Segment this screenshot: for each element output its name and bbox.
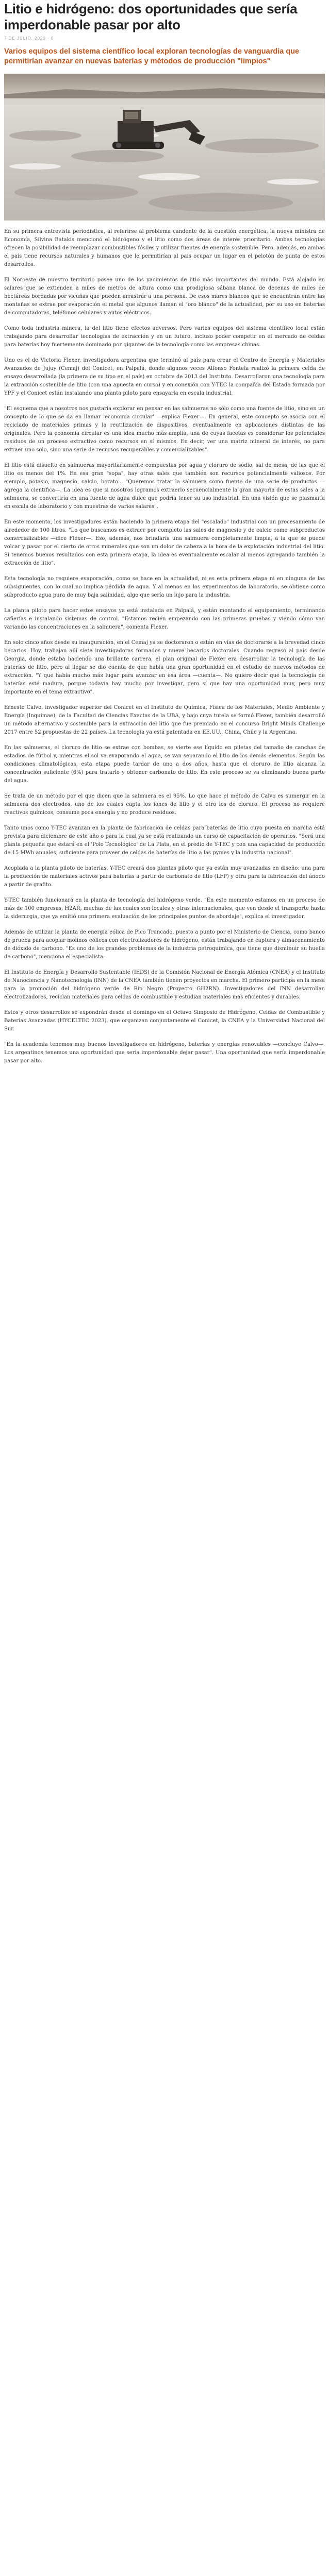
paragraph: "En la academia tenemos muy buenos investigadores en hidrógeno, baterías y energías renovables —concluye Calvo—. Los argentinos tenemos una oportunidad que sería imperdonable dejar pasar". Una oportunidad que sería imperdonable pasar por alto.: [4, 1042, 325, 1064]
paragraph: Ernesto Calvo, investigador superior del Conicet en el Instituto de Química, Física de los Materiales, Medio Ambiente y Energía (Inquimae), de la Facultad de Ciencias Exactas de la UBA, y bajo cuya tutela se formó Flexer, también desarrolló un método alternativo y sostenible para la extracción del litio que fue premiado en el concurso Bright Minds Challenge 2017 entre 52 propuestas de 22 países. La tecnología ya está patentada en EE.UU., China, Chile y la Argentina.: [4, 705, 325, 735]
paragraph: Uno es el de Victoria Flexer, investigadora argentina que terminó al país para crear el Centro de Energía y Materiales Avanzados de Jujuy (Cemaj) del Conicet, en Palpalá, donde algunos veces Alfonso Fontela realizó la primera celda de ensayo desarrollada (la primera de su tipo en el país) en octubre de 2013 del Instituto. Desarrollaron una tecnología para la extracción sostenible de litio (con una apuesta en curso) y en conexión con Y-TEC la compañía del Estado formada por YPF y el Conicet están instalando una planta piloto para ensayarla en escala industrial.: [4, 358, 325, 396]
paragraph: La planta piloto para hacer estos ensayos ya está instalada en Palpalá, y están montando el equipamiento, terminando cañerías e instalando sistemas de control. "Estamos recién empezando con las primeras pruebas y viendo cómo van variando las concentraciones en la salmuera", comenta Flexer.: [4, 608, 325, 630]
paragraph: Y-TEC también funcionará en la planta de tecnología del hidrógeno verde. "En este momento estamos en un proceso de más de 100 empresas, H2AR, muchas de las cuales son locales y otras internacionales, que ven desde el transporte hasta la siderurgia, que ya emitió una primera evaluación de los principales puntos de abordaje", explica el investigador.: [4, 897, 325, 920]
paragraph: En solo cinco años desde su inauguración, en el Cemaj ya se doctoraron o están en vías de doctorarse a la brevedad cinco becarios. Hoy, trabajan allí siete investigadoras formados y nueve becarios doctorales. Cuando regresó al país desde Georgia, donde estaba haciendo una brillante carrera, el plan original de Flexer era desarrollar la tecnología de las baterías de litio, pero al llegar se dio cuenta de que había una gran oportunidad en el estudio de nuevos métodos de extracción. "Y que había mucho más lugar para avanzar en esa área —cuenta—. No quiero decir que la tecnología de baterías esté madura, porque todavía hay mucho por investigar, pero sí que hay una oportunidad muy, pero muy importante en el tema extractivo".: [4, 640, 325, 695]
paragraph: El Noroeste de nuestro territorio posee uno de los yacimientos de litio más importantes del mundo. Está alojado en salares que se extienden a miles de metros de altura como una prodigiosa sábana blanca de decenas de miles de hectáreas bordadas por vicuñas que pueden arrastrar a una persona. De esos mares blancos que se encuentran entre las montañas se extrae por evaporación el metal que algunos llaman el "oro blanco" de la actualidad, por su uso en baterías de computadoras, teléfonos celulares y autos eléctricos.: [4, 277, 325, 316]
article-title: Litio e hidrógeno: dos oportunidades que sería imperdonable pasar por alto: [4, 1, 298, 32]
paragraph: En las salmueras, el cloruro de litio se extrae con bombas, se vierte ese líquido en piletas del tamaño de canchas de estadios de fútbol y, mientras el sol va evaporando el agua, se van separando el litio de los demás elementos. Según las condiciones climatológicas, esta etapa puede tardar de uno a dos años, hasta que el cloruro de litio alcanza la concentración suficiente (6%) para tratarlo y obtener carbonato de litio. En este proceso se va eliminando buena parte del agua.: [4, 745, 325, 784]
article-body: [4, 228, 325, 1065]
article-subtitle: Varios equipos del sistema científico local exploran tecnologías de vanguardia que permitirían avanzar en nuevas baterías y métodos de producción "limpios": [4, 47, 300, 65]
paragraph: Tanto unos como Y-TEC avanzan en la planta de fabricación de celdas para baterías de litio cuyo puesta en marcha está prevista para diciembre de este año o para la cual ya se está realizando un curso de capacitación de operarios. "Será una planta pequeña que estará en el 'Polo Tecnológico' de La Plata, en el predio de Y-TEC y con una capacidad de producción de 15 MWh anuales, suficiente para proveer de celdas de baterías de litio a las pymes y la industria nacional".: [4, 825, 325, 856]
paragraph: Se trata de un método por el que dicen que la salmuera es el 95%. Lo que hace el método de Calvo es sumergir en la salmuera dos electrodos, uno de los cuales capta los iones de litio y el otro los de cloruro. El proceso no requiere reactivos químicos, consume poca energía y no produce residuos.: [4, 793, 325, 816]
paragraph: Esta tecnología no requiere evaporación, como se hace en la actualidad, ni es esta primera etapa ni en ninguna de las subsiguientes, con lo cual no implica pérdida de agua. Y al menos en los experimentos de laboratorio, se obtiene como subproducto agua pura de muy baja salinidad, algo que sería un lujo para la industria.: [4, 576, 325, 598]
paragraph: Estos y otros desarrollos se expondrán desde el domingo en el Octavo Simposio de Hidrógeno, Celdas de Combustible y Baterías Avanzadas (HYCELTEC 2023), que organizan conjuntamente el Conicet, la CNEA y la Universidad Nacional del Sur.: [4, 1010, 325, 1032]
paragraph: El litio está disuelto en salmueras mayoritariamente compuestas por agua y cloruro de sodio, sal de mesa, de las que el litio es menos del 1%. En esa gran "sopa", hay otras sales que también son recursos potencialmente valiosos. Por ejemplo, potasio, magnesio, calcio, borato... "Queremos tratar la salmuera como fuente de una serie de productos —agrega la científica—. La idea es que si nosotros logramos extraerlo secuencialmente la gran mayoría de estas sales a la salmuera, se convertiría en una fuente de agua dulce que podría tener su uso industrial. En una visión que se plasmaría en escala de laboratorio y con muestras de varios salares".: [4, 463, 325, 510]
paragraph: Acoplada a la planta piloto de baterías, Y-TEC creará dos plantas piloto que ya están muy avanzadas en diseño: una para la producción de materiales activos para baterías a partir de carbonato de litio (LFP) y otra para la fabricación del ánodo a partir de grafito.: [4, 866, 325, 888]
salt-flat-excavator-illustration: [4, 74, 325, 221]
paragraph: Como toda industria minera, la del litio tiene efectos adversos. Pero varios equipos del sistema científico local están trabajando para desarrollar tecnologías de extracción y en un futuro, incluso poder competir en el mercado de celdas para baterías hoy fuertemente dominado por gigantes de la tecnología como las empresas chinas.: [4, 326, 325, 348]
hero-image: [4, 74, 325, 221]
paragraph: El Instituto de Energía y Desarrollo Sustentable (IEDS) de la Comisión Nacional de Energía Atómica (CNEA) y el Instituto de Nanociencia y Nanotecnología (INN) de la CNEA también tienen proyectos en marcha. El primero participa en la mesa para la promoción del hidrógeno verde de Río Negro (Proyecto GH2RN). Investigadores del INN desarrollan electrolizadores, reciclan materiales para celdas de combustible y estudian materiales más eficientes y durables.: [4, 970, 325, 1000]
paragraph: En este momento, los investigadores están haciendo la primera etapa del "escalado" industrial con un procesamiento de alrededor de 100 litros. "Lo que buscamos es extraer por completo las sales de magnesio y de calcio como subproductos comercializables —dice Flexer—. Eso, además, nos brindaría una salmuera completamente limpia, a la que se puede volcar y pasar por el cierto de otros minerales que son un dolor de cabeza a la hora de la explotación industrial del litio. Si tenemos buenos resultados con esta primera etapa, la idea es eventualmente escalar al menos agregando también la extracción de litio".: [4, 519, 325, 566]
paragraph: Además de utilizar la planta de energía eólica de Pico Truncado, puesto a punto por el Ministerio de Ciencia, como banco de prueba para acoplar molinos eólicos con electrolizadores de hidrógeno, están trabajando en captura y almacenamiento de dióxido de carbono. "Es uno de los grandes problemas de la industria petroquímica, que tiene que disminuir su huella de carbono", menciona el especialista.: [4, 929, 325, 960]
paragraph: En su primera entrevista periodística, al referirse al problema candente de la cuestión energética, la nueva ministra de Economía, Silvina Batakis mencionó el hidrógeno y el litio como dos áreas de interés prioritario. Ambas tecnologías ofrecen la posibilidad de reemplazar combustibles fósiles y utilizar fuentes de energía sostenible. Pero, además, en ambas el país tiene recursos naturales y humanos que le permitirían al país ocupar un lugar en el pelotón de punta de estos desarrollos.: [4, 229, 325, 267]
article-date: 7 DE JULIO, 2023 · 0: [4, 36, 54, 41]
paragraph: "El esquema que a nosotros nos gustaría explorar en pensar en las salmueras no sólo como una fuente de litio, sino en un concepto de lo que se da en llamar 'economía circular' —explica Flexer—. En general, este concepto se asocia con el reciclado de materiales primas y la reutilización de dispositivos, eventualmente en aplicaciones distintas de las originales. Pero la economía circular es una idea mucho más amplia, una de cuyas facetas es considerar los potenciales residuos de un proceso extractivo como recursos en sí mismos. En decir, ver una matriz mineral de interés, no para extraer uno solo, sino una serie de recursos recuperables y comercializables".: [4, 406, 325, 453]
